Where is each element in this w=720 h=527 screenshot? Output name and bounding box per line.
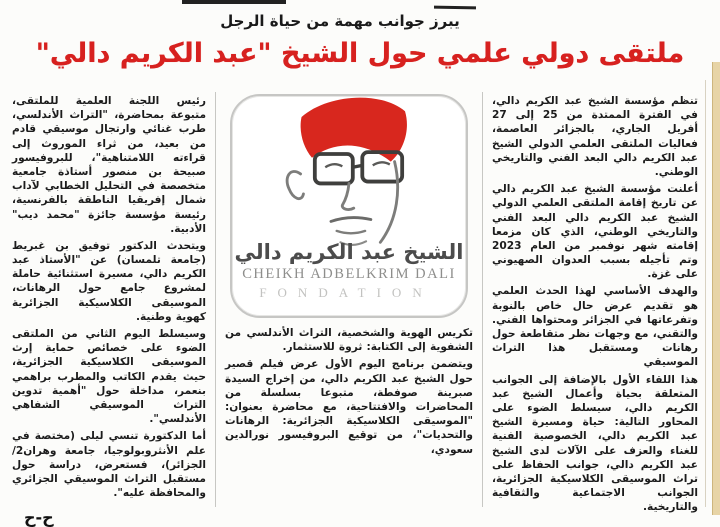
nose-line (342, 183, 353, 209)
mustache-line (331, 218, 371, 222)
crop-rule-left (182, 0, 286, 4)
column-middle (219, 90, 479, 509)
logo-arabic-name: الشيخ عبد الكريم دالي (234, 240, 464, 264)
foundation-logo (230, 94, 468, 318)
kicker-headline: يبرز جوانب مهمة من حياة الرجل (220, 12, 460, 30)
crop-rule-right (434, 6, 476, 10)
column-divider (482, 92, 483, 507)
paragraph: رئيس اللجنة العلمية للملتقى، متبوعة بمحاضرة، "التراث الأندلسي، طرب غنائي وارتجال موسيقي قادم من بعيد، من ثراء الموروث إلى قراءته اللامتناهية"، للبروفيسور صبيحة بن منصور أستاذة جامعية متخصصة في التحليل الخطابي لآداب شمال إفريقيا الناطقة بالفرنسية، رئيسة مؤسسة جائزة "محمد ديب" الأدبية. (12, 95, 206, 235)
paragraph: والهدف الأساسي لهذا الحدث العلمي هو تقديم عرض حال خاص بالنوبة وتفرعاتها في الجزائر ومحتواها الفني. والتقني، مع وجهات نظر متقاطعة حول رهانات ومستقبل هذا التراث الموسيقي (492, 285, 698, 369)
article-columns (6, 90, 704, 527)
scan-edge (712, 62, 720, 515)
paragraph: أما الدكتورة تنسي ليلى (مختصة في علم الأنثروبولوجيا، جامعة وهران2/الجزائر)، فستعرض، دراسة حول مستقبل التراث الموسيقي الجزائري والمحافظة عليه". (12, 430, 206, 500)
sheikh-portrait-icon (249, 98, 449, 248)
paragraph: ويتحدث الدكتور توفيق بن غبريط (جامعة تلمسان) عن "الأستاذ عبد الكريم دالي، مسيرة استثنائية حاملة لمشروع جامع حول الرهانات، الموسيقى الكلاسيكية الجزائرية كهوية وطنية. (12, 239, 206, 323)
column-last-text (12, 94, 206, 500)
paragraph: وسيسلط اليوم الثاني من الملتقى الضوء على خصائص حماية إرث الموسيقى الكلاسيكية الجزائرية، حيث يقدم الكاتب والمطرب براهمي بنعمر، مداخلة حول "أهمية تدوين التراث الموسيقي الشفاهي الأندلسي". (12, 328, 206, 426)
column-middle-text (225, 326, 473, 457)
column-last (6, 90, 212, 527)
column-divider (215, 92, 216, 507)
ear-icon (287, 171, 303, 198)
paragraph: تكريس الهوية والشخصية، التراث الأندلسي من الشفوية إلى الكتابة: ثروة للاستثمار. (225, 327, 473, 354)
main-headline: ملتقى دولي علمي حول الشيخ "عبد الكريم دالي" (35, 38, 685, 69)
author-initials: ح-ح (24, 508, 54, 527)
column-first (486, 90, 704, 514)
mouth-line (337, 231, 365, 233)
eye-left (325, 164, 342, 167)
paragraph: هذا اللقاء الأول بالإضافة إلى الجوانب المتعلقة بحياة وأعمال الشيخ عبد الكريم دالي، سيسلط الضوء على المحاور التالية: حياة ومسيرة الشيخ عبد الكريم دالي، الخصوصية الفنية للغناء والعزف على الآلات لدى الشيخ عبد الكريم دالي، جوانب الحفاظ على تراث الموسيقى الكلاسيكية الجزائرية، الجوانب الاجتماعية والثقافية والتاريخية. (492, 373, 698, 514)
paragraph: ويتضمن برنامج اليوم الأول عرض فيلم قصير حول الشيخ عبد الكريم دالي، من إخراج السيدة صبرينة صوفطة، متبوعا بسلسلة من المحاضرات والافتتاحية، مع محاضرة بعنوان: "الموسيقى الكلاسيكية الجزائرية: الرهانات والتحديات"، من توقيع البروفيسور نورالدين سعودي، (225, 358, 473, 456)
glasses-bridge (353, 165, 362, 167)
column-rule-outer (705, 80, 706, 507)
glasses-left-lens (315, 154, 353, 183)
eye-right (373, 162, 390, 165)
logo-latin-name: CHEIKH ADBELKRIM DALI (242, 266, 456, 282)
logo-org-name: FONDATION (259, 285, 433, 300)
jaw-line (380, 162, 397, 243)
paragraph: تنظم مؤسسة الشيخ عبد الكريم دالي، في الفترة الممتدة من 25 إلى 27 أفريل الجاري، بالجزائر العاصمة، فعاليات الملتقى العلمي الدولي الشيخ عبد الكريم دالي البعد الفني والتاريخي الوطني. (492, 95, 698, 178)
paragraph: أعلنت مؤسسة الشيخ عبد الكريم دالي عن تاريخ إقامة الملتقى العلمي الدولي الشيخ عبد الكريم دالي البعد الفني والتاريخي الوطني، الذي كان مزمعا إقامته شهر نوفمبر من العام 2023 وتم تأجيله بسبب العدوان الصهيوني على غزة. (492, 183, 698, 281)
